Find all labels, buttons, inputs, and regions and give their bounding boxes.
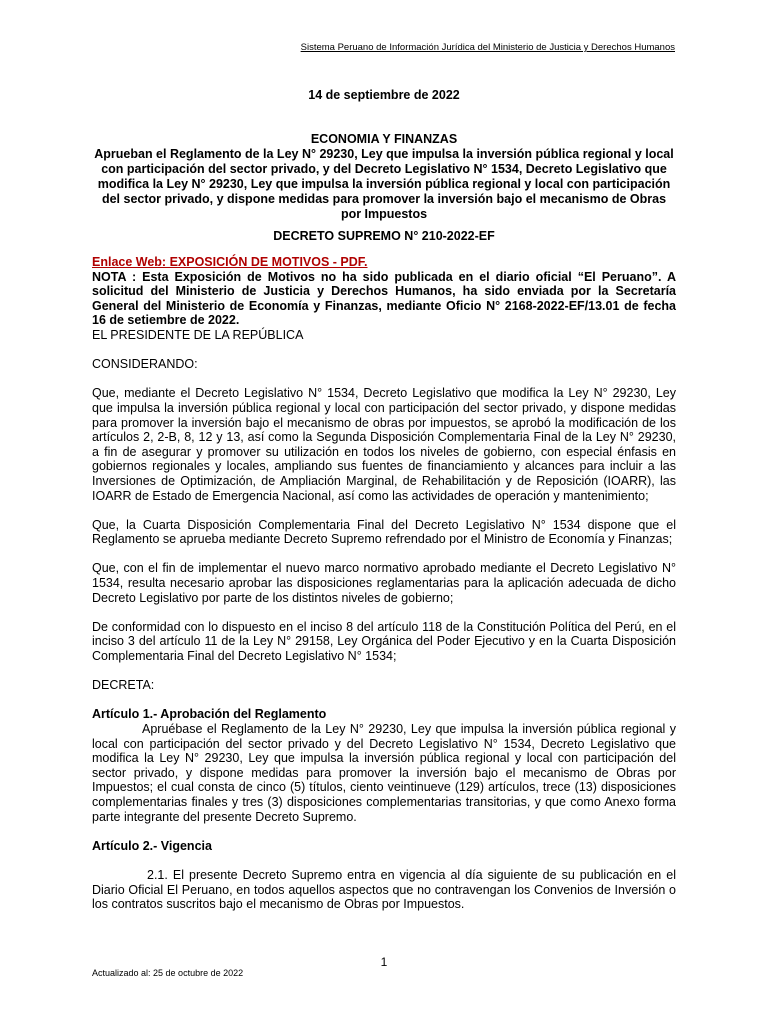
considering-paragraph: Que, la Cuarta Disposición Complementaria Final del Decreto Legislativo N° 1534 dispone que el Reglamento se aprueba mediante Decreto Supremo refrendado por el Ministro de Economía y Finanzas; — [92, 517, 676, 547]
note-paragraph: NOTA : Esta Exposición de Motivos no ha sido publicada en el diario oficial “El Peruano”. A solicitud del Ministerio de Justicia y Derechos Humanos, ha sido enviada por la Secretaría General del Ministerio de Economía y Finanzas, mediante Oficio N° 2168-2022-EF/13.01 de fecha 16 de setiembre de 2022. — [92, 269, 676, 328]
running-header: Sistema Peruano de Información Jurídica del Ministerio de Justicia y Derechos Humanos — [300, 42, 675, 53]
article-2-text: 2.1. El presente Decreto Supremo entra en vigencia al día siguiente de su publicación en el Diario Oficial El Peruano, en todos aquellos aspectos que no contravengan los Convenios de Inversión o los contratos suscritos bajo el mecanismo de Obras por Impuestos. — [92, 867, 676, 912]
norm-title: Aprueban el Reglamento de la Ley N° 29230, Ley que impulsa la inversión pública regional y local con participación del sector privado, y del Decreto Legislativo N° 1534, Decreto Legislativo que modifica la Ley N° 29230, Ley que impulsa la inversión pública regional y local con participación del sector privado, y dispone medidas para promover la inversión bajo el mecanismo de Obras por Impuestos — [94, 147, 674, 221]
considering-paragraph: Que, con el fin de implementar el nuevo marco normativo aprobado mediante el Decreto Legislativo N° 1534, resulta necesario aprobar las disposiciones reglamentarias para la aplicación adecuada de dicho Decreto Legislativo por parte de los distintos niveles de gobierno; — [92, 561, 676, 605]
article-2-title: Artículo 2.- Vigencia — [92, 838, 212, 853]
considering-paragraph: Que, mediante el Decreto Legislativo N° 1534, Decreto Legislativo que modifica la Ley N° 29230, Ley que impulsa la inversión pública regional y local con participación del sector privado, y dispone medidas para promover la inversión bajo el mecanismo de obras por impuestos, se aprobó la modificación de los artículos 2, 2-B, 8, 12 y 13, así como la Segunda Disposición Complementaria Final de la Ley N° 29230, a fin de asegurar y promover su utilización en todos los niveles de gobierno, con especial énfasis en gobiernos regionales y locales, ampliando sus fuentes de financiamiento y alcances para incluir a las Inversiones de Optimización, de Ampliación Marginal, de Rehabilitación y de Reposición (IOARR), las IOARR de Estado de Emergencia Nacional, así como las actividades de operación y mantenimiento; — [92, 386, 676, 503]
considering-heading: CONSIDERANDO: — [92, 357, 198, 372]
sector-heading: ECONOMIA Y FINANZAS — [310, 132, 458, 146]
article-1-title: Artículo 1.- Aprobación del Reglamento — [92, 707, 327, 722]
article-1-text: Apruébase el Reglamento de la Ley N° 29230, Ley que impulsa la inversión pública regional y local con participación del sector privado y del Decreto Legislativo N° 1534, Decreto Legislativo que modifica la Ley N° 29230, Ley que impulsa la inversión pública regional y local con participación del sector privado, y dispone medidas para promover la inversión bajo el mecanismo de Obras por Impuestos; el cual consta de cinco (5) títulos, ciento veintinueve (129) artículos, trece (13) disposiciones complementarias finales y tres (3) disposiciones complementarias transitorias, y que como Anexo forma parte integrante del presente Decreto Supremo. — [92, 722, 676, 824]
title-block — [92, 132, 676, 222]
considering-paragraph: De conformidad con lo dispuesto en el inciso 8 del artículo 118 de la Constitución Política del Perú, en el inciso 3 del artículo 11 de la Ley N° 29158, Ley Orgánica del Poder Ejecutivo y en la Cuarta Disposición Complementaria Final del Decreto Legislativo N° 1534; — [92, 619, 676, 664]
president-heading: EL PRESIDENTE DE LA REPÚBLICA — [92, 327, 304, 342]
exposicion-motivos-link[interactable]: Enlace Web: EXPOSICIÓN DE MOTIVOS - PDF. — [92, 255, 368, 269]
document-body — [92, 255, 676, 912]
decree-number: DECRETO SUPREMO N° 210-2022-EF — [273, 229, 495, 243]
decreta-heading: DECRETA: — [92, 678, 155, 693]
page-number: 1 — [380, 955, 388, 969]
publication-date: 14 de septiembre de 2022 — [308, 88, 460, 102]
updated-footer: Actualizado al: 25 de octubre de 2022 — [92, 968, 244, 978]
